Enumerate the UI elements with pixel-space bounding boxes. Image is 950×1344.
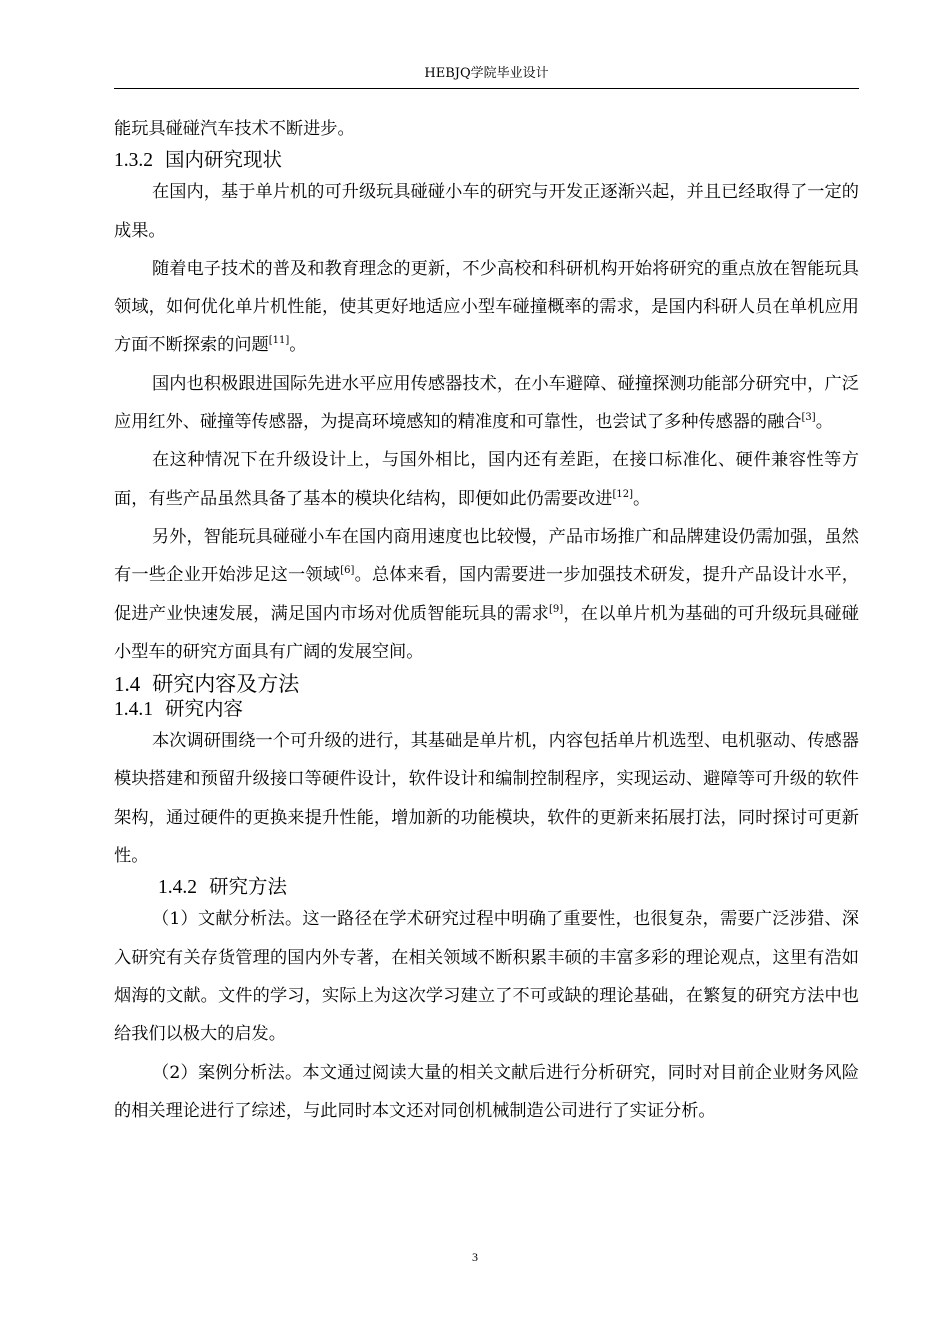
section-number: 1.4 — [114, 672, 141, 697]
paragraph-text: ，在以单片机为基础的可升级玩具碰碰小型车的研究方面具有广阔的发展空间。 — [114, 603, 859, 662]
section-title: 研究内容 — [165, 697, 244, 721]
section-heading-1-4-1 — [114, 697, 859, 722]
paragraph — [114, 441, 859, 518]
paragraph: 本次调研围绕一个可升级的进行，其基础是单片机，内容包括单片机选型、电机驱动、传感器模块搭建和预留升级接口等硬件设计，软件设计和编制控制程序，实现运动、避障等可升级的软件架构，通过硬件的更换来提升性能，增加新的功能模块，软件的更新来拓展打法，同时探讨可更新性。 — [114, 731, 859, 867]
section-number: 1.4.2 — [158, 877, 197, 899]
citation: [12] — [612, 488, 633, 500]
page-header — [114, 62, 859, 89]
page-body — [114, 110, 859, 1130]
paragraph — [114, 365, 859, 442]
section-title: 研究内容及方法 — [152, 672, 300, 697]
paragraph: 在国内，基于单片机的可升级玩具碰碰小车的研究与开发正逐渐兴起，并且已经取得了一定的成果。 — [114, 182, 859, 241]
citation: [6] — [340, 565, 355, 577]
citation: [11] — [268, 335, 290, 347]
section-title: 研究方法 — [209, 875, 288, 899]
paragraph — [114, 518, 859, 671]
citation: [3] — [801, 412, 816, 424]
section-title: 国内研究现状 — [165, 148, 283, 172]
section-number: 1.3.2 — [114, 150, 153, 172]
citation: [9] — [549, 603, 564, 615]
paragraph-end: 。 — [815, 412, 833, 433]
paragraph-text: 随着电子技术的普及和教育理念的更新，不少高校和科研机构开始将研究的重点放在智能玩具领域，如何优化单片机性能，使其更好地适应小型车碰撞概率的需求，是国内科研人员在单机应用方面不断探索的问题 — [114, 258, 859, 356]
section-heading-1-4 — [114, 671, 859, 697]
section-heading-1-4-2 — [114, 875, 859, 900]
paragraph-end: 。 — [289, 335, 307, 356]
page-number: 3 — [472, 1250, 478, 1264]
header-title: HEBJQ学院毕业设计 — [424, 66, 549, 81]
paragraph-end: 。 — [632, 488, 651, 509]
paragraph: （2）案例分析法。本文通过阅读大量的相关文献后进行分析研究，同时对目前企业财务风险的相关理论进行了综述，与此同时本文还对同创机械制造公司进行了实证分析。 — [114, 1062, 859, 1121]
paragraph-text: 另外，智能玩具碰碰小车在国内商用速度也比较慢，产品市场推广和品牌建设仍需加强，虽然有一些企业开始涉足这一领域 — [114, 526, 859, 586]
paragraph-text: 。总体来看，国内需要进一步加强技术研发，提升产品设计水平，促进产业快速发展，满足国内市场对优质智能玩具的需求 — [114, 565, 859, 624]
section-heading-1-3-2 — [114, 148, 859, 173]
paragraph-text: 国内也积极跟进国际先进水平应用传感器技术，在小车避障、碰撞探测功能部分研究中，广泛应用红外、碰撞等传感器，为提高环境感知的精准度和可靠性，也尝试了多种传感器的融合 — [114, 373, 859, 433]
paragraph-continued: 能玩具碰碰汽车技术不断进步。 — [114, 119, 355, 139]
section-number: 1.4.1 — [114, 699, 153, 721]
paragraph — [114, 250, 859, 365]
paragraph: （1）文献分析法。这一路径在学术研究过程中明确了重要性，也很复杂，需要广泛涉猎、深入研究有关存货管理的国内外专著，在相关领域不断积累丰硕的丰富多彩的理论观点，这里有浩如烟海的文献。文件的学习，实际上为这次学习建立了不可或缺的理论基础，在繁复的研究方法中也给我们以极大的启发。 — [114, 909, 859, 1045]
paragraph-text: 在这种情况下在升级设计上，与国外相比，国内还有差距，在接口标准化、硬件兼容性等方面，有些产品虽然具备了基本的模块化结构，即便如此仍需要改进 — [114, 450, 859, 509]
